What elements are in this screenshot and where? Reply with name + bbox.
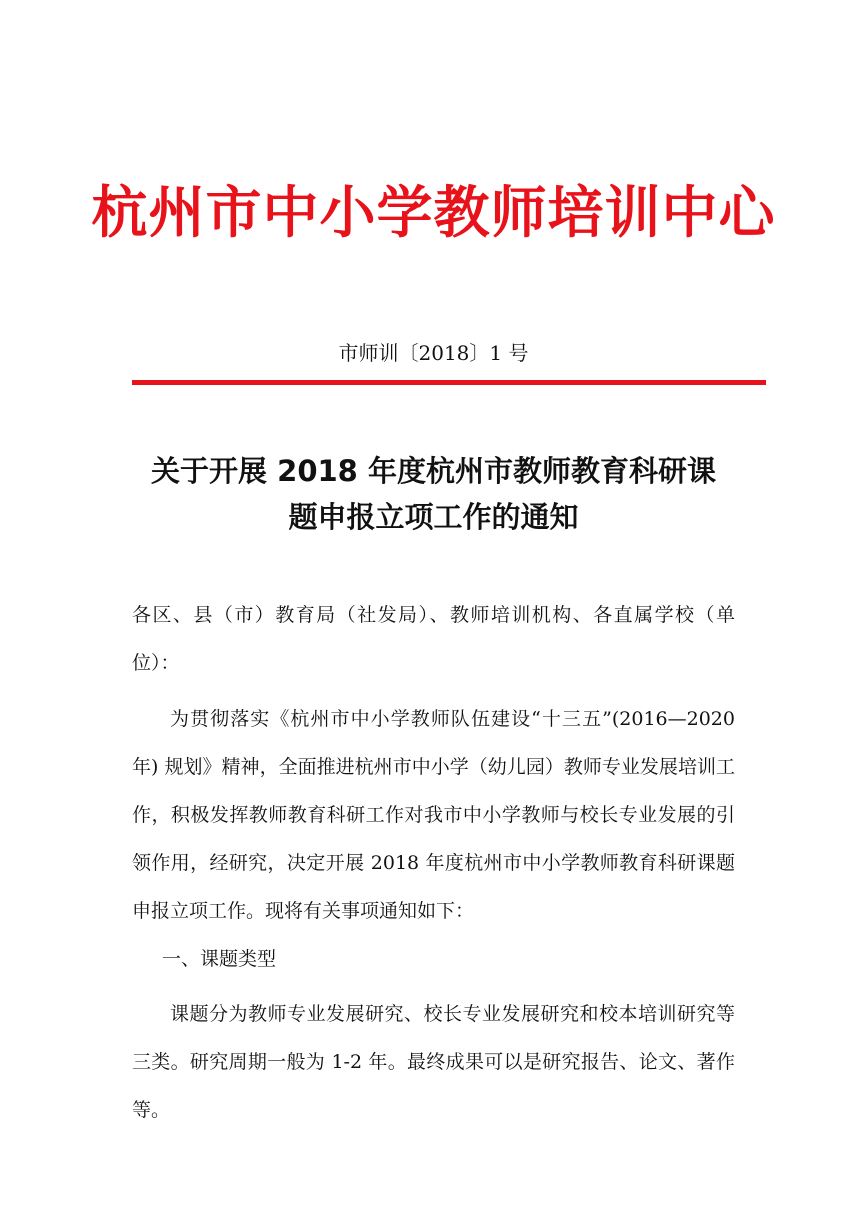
notice-title-line-1: 关于开展 2018 年度杭州市教师教育科研课 — [151, 454, 716, 488]
notice-title — [100, 448, 767, 540]
document-number: 市师训〔2018〕1 号 — [338, 341, 529, 365]
red-header-rule — [132, 380, 766, 385]
addressee: 各区、县（市）教育局（社发局）、教师培训机构、各直属学校（单位）： — [132, 604, 735, 674]
body-paragraph-2: 课题分为教师专业发展研究、校长专业发展研究和校本培训研究等三类。研究周期一般为 1-2 年。最终成果可以是研究报告、论文、著作等。 — [132, 1003, 735, 1121]
body-paragraph-1: 为贯彻落实《杭州市中小学教师队伍建设“十三五”(2016—2020年) 规划》精神，全面推进杭州市中小学（幼儿园）教师专业发展培训工作，积极发挥教师教育科研工作对我市中小学教师与校长专业发展的引领作用，经研究，决定开展 2018 年度杭州市中小学教师教育科研课题申报立项工作。现将有关事项通知如下： — [132, 708, 735, 922]
section-heading-1: 一、课题类型 — [162, 948, 277, 970]
notice-title-line-2: 题申报立项工作的通知 — [288, 500, 579, 534]
issuing-organization-title: 杭州市中小学教师培训中心 — [91, 180, 776, 246]
